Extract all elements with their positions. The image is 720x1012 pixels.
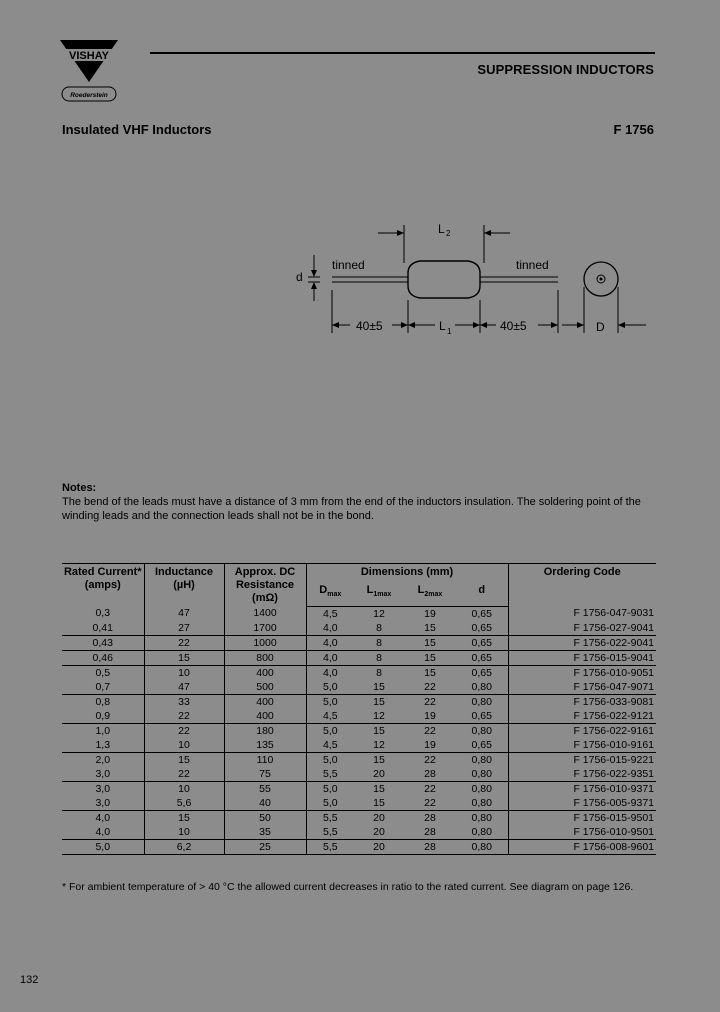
table-row: [62, 723, 656, 738]
table-row: [62, 796, 656, 811]
header-l1max: $L_{1max}$: [354, 582, 404, 606]
table-row: [62, 781, 656, 796]
cell-ordering-code: F 1756-047-9071: [508, 680, 656, 695]
cell-rated-current: 0,8: [95, 695, 111, 708]
cell-l2max: 22: [404, 796, 456, 811]
cell-l2max: 28: [424, 811, 436, 824]
cell-dmax: 4,0: [306, 665, 354, 680]
cell-dmax: 5,5: [306, 839, 354, 854]
cell-dmax: 4,0: [306, 650, 354, 665]
cell-l1max: 8: [354, 635, 404, 650]
cell-inductance: 22: [144, 767, 224, 782]
cell-l1max: 8: [354, 650, 404, 665]
cell-resistance: 1700: [224, 621, 306, 636]
cell-dmax: 5,5: [306, 825, 354, 840]
cell-l1max: 12: [354, 738, 404, 753]
cell-dmax: 5,0: [306, 694, 354, 709]
cell-inductance: 10: [144, 781, 224, 796]
cell-l2max: 15: [404, 621, 456, 636]
cell-resistance: 1400: [224, 606, 306, 621]
inductor-dimension-drawing: [290, 215, 670, 345]
header-l2max: $L_{2max}$: [404, 582, 456, 606]
cell-rated-current: 3,0: [95, 782, 111, 795]
cell-rated-current: 0,41: [62, 621, 144, 636]
cell-dmax: 4,5: [306, 738, 354, 753]
cell-ordering-code: F 1756-015-9501: [508, 810, 656, 825]
cell-l2max: 15: [424, 666, 436, 679]
cell-inductance: 47: [144, 606, 224, 621]
cell-resistance: 40: [224, 796, 306, 811]
cell-l2max: 28: [404, 767, 456, 782]
cell-dmax: 5,0: [306, 723, 354, 738]
cell-inductance: 15: [144, 752, 224, 767]
cell-ordering-code: F 1756-022-9041: [508, 635, 656, 650]
page-number: 132: [20, 974, 39, 986]
cell-l1max: 15: [373, 724, 385, 737]
cell-ordering-code: F 1756-022-9161: [508, 723, 656, 738]
cell-d: 0,80: [456, 839, 508, 854]
cell-l2max: 15: [404, 650, 456, 665]
cell-l1max: 20: [354, 767, 404, 782]
cell-resistance: 500: [224, 680, 306, 695]
cell-d: 0,80: [471, 724, 492, 737]
cell-inductance: 5,6: [144, 796, 224, 811]
cell-l1max: 8: [354, 621, 404, 636]
cell-l2max: 22: [424, 724, 436, 737]
header-dimensions: Dimensions (mm): [306, 564, 508, 583]
table-row: [62, 767, 656, 782]
cell-d: 0,80: [456, 680, 508, 695]
cell-rated-current: 4,0: [62, 825, 144, 840]
cell-ordering-code: F 1756-022-9351: [508, 767, 656, 782]
vishay-logo: [58, 38, 120, 108]
cell-dmax: 5,5: [306, 767, 354, 782]
cell-rated-current: 5,0: [62, 839, 144, 854]
cell-ordering-code: F 1756-010-9051: [508, 665, 656, 680]
l1-sub-label: 1: [447, 327, 452, 336]
cell-l1max: 20: [354, 839, 404, 854]
cell-dmax: 5,0: [306, 781, 354, 796]
cell-ordering-code: F 1756-022-9121: [508, 709, 656, 724]
cell-d: 0,65: [456, 738, 508, 753]
cell-l1max: 15: [373, 782, 385, 795]
cell-l2max: 28: [404, 839, 456, 854]
cell-resistance: 25: [224, 839, 306, 854]
cell-inductance: 10: [144, 738, 224, 753]
header-dmax: $D_{max}$: [306, 582, 354, 606]
cell-rated-current: 0,5: [95, 666, 111, 679]
cell-d: 0,65: [456, 635, 508, 650]
cell-d: 0,80: [471, 782, 492, 795]
notes-block: [62, 481, 662, 523]
cell-dmax: 5,0: [306, 752, 354, 767]
cell-inductance: 10: [144, 665, 224, 680]
d-small-label: d: [296, 270, 303, 284]
table-row: [62, 680, 656, 695]
l2-label: L: [438, 222, 445, 236]
table-body: [62, 606, 656, 854]
header-rule: [150, 52, 655, 54]
cell-l2max: 22: [424, 753, 436, 766]
cell-l2max: 19: [404, 738, 456, 753]
cell-ordering-code: F 1756-010-9161: [508, 738, 656, 753]
table-row: [62, 709, 656, 724]
cell-ordering-code: F 1756-015-9221: [508, 752, 656, 767]
cell-ordering-code: F 1756-010-9371: [508, 781, 656, 796]
cell-ordering-code: F 1756-015-9041: [508, 650, 656, 665]
cell-dmax: 4,5: [306, 606, 354, 621]
cell-inductance: 22: [144, 723, 224, 738]
table-row: [62, 635, 656, 650]
header-ordering-code: Ordering Code: [508, 564, 656, 607]
cell-ordering-code: F 1756-033-9081: [508, 694, 656, 709]
cell-resistance: 800: [224, 650, 306, 665]
cell-rated-current: 0,3: [95, 607, 111, 620]
cell-inductance: 22: [144, 635, 224, 650]
cell-dmax: 5,0: [306, 796, 354, 811]
d-big-label: D: [596, 320, 605, 334]
cell-d: 0,65: [471, 666, 492, 679]
brand-text: VISHAY: [69, 50, 109, 62]
notes-heading: Notes:: [62, 482, 97, 494]
header-d: d: [456, 582, 508, 606]
notes-text: The bend of the leads must have a distance of 3 mm from the end of the inductors insulation. The soldering point of the winding leads and the connection leads shall not be in the bond.: [62, 496, 641, 522]
cell-d: 0,80: [456, 825, 508, 840]
cell-rated-current: 3,0: [62, 767, 144, 782]
lead-right-label: tinned: [516, 258, 549, 272]
cell-resistance: 50: [224, 810, 306, 825]
cell-rated-current: 0,43: [62, 635, 144, 650]
cell-d: 0,65: [456, 621, 508, 636]
table-row: [62, 621, 656, 636]
table-row: [62, 839, 656, 854]
cell-l1max: 20: [373, 811, 385, 824]
cell-rated-current: 0,46: [62, 650, 144, 665]
cell-d: 0,80: [471, 695, 492, 708]
cell-l2max: 28: [404, 825, 456, 840]
table-row: [62, 825, 656, 840]
l2-sub-label: 2: [446, 229, 451, 238]
cell-resistance: 1000: [224, 635, 306, 650]
cell-rated-current: 1,0: [95, 724, 111, 737]
cell-dmax: 4,0: [306, 635, 354, 650]
cell-inductance: 6,2: [144, 839, 224, 854]
cell-resistance: 55: [224, 781, 306, 796]
cell-resistance: 135: [224, 738, 306, 753]
cell-rated-current: 2,0: [95, 753, 111, 766]
cell-ordering-code: F 1756-005-9371: [508, 796, 656, 811]
cell-rated-current: 0,7: [62, 680, 144, 695]
cell-dmax: 4,5: [306, 709, 354, 724]
cell-l1max: 12: [354, 709, 404, 724]
cell-d: 0,80: [456, 796, 508, 811]
cell-resistance: 180: [224, 723, 306, 738]
lead-left-label: tinned: [332, 258, 365, 272]
specification-table: [62, 563, 656, 855]
product-title: Insulated VHF Inductors: [62, 122, 212, 137]
cell-l2max: 15: [404, 635, 456, 650]
table-row: [62, 606, 656, 621]
cell-resistance: 400: [224, 709, 306, 724]
header-resistance: Approx. DC Resistance (mΩ): [224, 564, 306, 607]
cell-resistance: 400: [224, 694, 306, 709]
cell-d: 0,80: [471, 811, 492, 824]
cell-resistance: 35: [224, 825, 306, 840]
l1-label: L: [439, 319, 446, 333]
cell-l1max: 12: [373, 607, 385, 620]
footnote: * For ambient temperature of > 40 °C the allowed current decreases in ratio to the rated current. See diagram on page 126.: [62, 881, 634, 893]
cell-dmax: 5,0: [306, 680, 354, 695]
header-inductance: Inductance (µH): [144, 564, 224, 607]
cell-rated-current: 3,0: [62, 796, 144, 811]
cell-d: 0,65: [456, 650, 508, 665]
cell-d: 0,65: [456, 709, 508, 724]
table-row: [62, 665, 656, 680]
sub-brand-text: Roederstein: [70, 92, 108, 99]
cell-inductance: 22: [144, 709, 224, 724]
cell-dmax: 4,0: [306, 621, 354, 636]
lead-length-right: 40±5: [500, 319, 527, 333]
cell-rated-current: 0,9: [62, 709, 144, 724]
cell-ordering-code: F 1756-008-9601: [508, 839, 656, 854]
lead-length-left: 40±5: [356, 319, 383, 333]
cell-d: 0,65: [471, 607, 492, 620]
section-title: SUPPRESSION INDUCTORS: [477, 62, 654, 77]
cell-inductance: 15: [144, 810, 224, 825]
cell-l2max: 22: [424, 695, 436, 708]
cell-l2max: 19: [404, 709, 456, 724]
table-row: [62, 810, 656, 825]
cell-l2max: 22: [424, 782, 436, 795]
cell-inductance: 27: [144, 621, 224, 636]
cell-l2max: 22: [404, 680, 456, 695]
cell-resistance: 400: [224, 665, 306, 680]
cell-d: 0,80: [456, 767, 508, 782]
cell-ordering-code: F 1756-010-9501: [508, 825, 656, 840]
cell-dmax: 5,5: [306, 810, 354, 825]
table-row: [62, 694, 656, 709]
cell-l1max: 15: [373, 753, 385, 766]
cell-rated-current: 1,3: [62, 738, 144, 753]
cell-l1max: 15: [354, 680, 404, 695]
header-rated-current: Rated Current* (amps): [62, 564, 144, 607]
product-code: F 1756: [613, 122, 654, 137]
cell-l1max: 15: [354, 796, 404, 811]
cell-inductance: 47: [144, 680, 224, 695]
table-row: [62, 738, 656, 753]
cell-inductance: 33: [144, 694, 224, 709]
cell-l1max: 20: [354, 825, 404, 840]
cell-ordering-code: F 1756-027-9041: [508, 621, 656, 636]
cell-ordering-code: F 1756-047-9031: [508, 606, 656, 621]
cell-inductance: 15: [144, 650, 224, 665]
cell-resistance: 110: [224, 752, 306, 767]
cell-l1max: 15: [373, 695, 385, 708]
cell-l1max: 8: [376, 666, 382, 679]
cell-d: 0,80: [471, 753, 492, 766]
table-row: [62, 650, 656, 665]
cell-l2max: 19: [424, 607, 436, 620]
cell-inductance: 10: [144, 825, 224, 840]
cell-resistance: 75: [224, 767, 306, 782]
table-row: [62, 752, 656, 767]
cell-rated-current: 4,0: [95, 811, 111, 824]
